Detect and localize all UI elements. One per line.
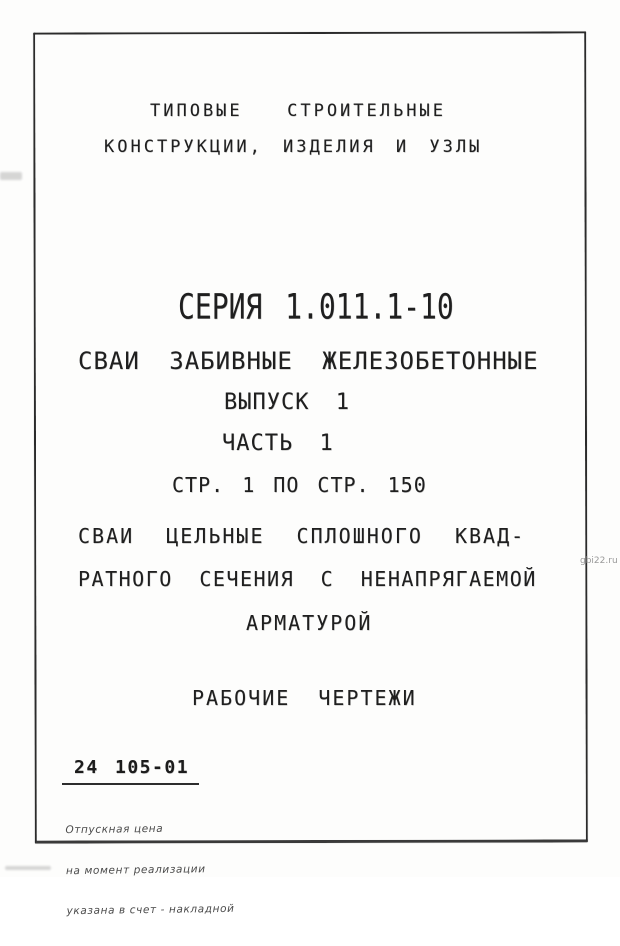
- price-note-line-2: на момент реализации: [65, 862, 206, 877]
- description-line-2: РАТНОГО СЕЧЕНИЯ С НЕНАПРЯГАЕМОЙ: [78, 567, 537, 591]
- price-note-line-1: Отпускная цена: [65, 822, 164, 837]
- part-number-line: ЧАСТЬ 1: [222, 431, 334, 456]
- page-range-line: СТР. 1 ПО СТР. 150: [172, 473, 427, 497]
- scan-smudge-left-edge: [0, 172, 22, 180]
- header-line-2: КОНСТРУКЦИИ, ИЗДЕЛИЯ И УЗЛЫ: [104, 137, 483, 157]
- series-title: СЕРИЯ 1.011.1-10: [178, 286, 454, 328]
- document-code-box: [62, 755, 199, 785]
- scan-smudge-bottom-left: [5, 866, 51, 870]
- description-line-3: АРМАТУРОЙ: [246, 611, 373, 635]
- price-note-line-3: указана в счет - накладной: [66, 902, 235, 918]
- document-subject: СВАИ ЗАБИВНЫЕ ЖЕЛЕЗОБЕТОННЫЕ: [78, 347, 539, 375]
- header-line-1: ТИПОВЫЕ СТРОИТЕЛЬНЫЕ: [150, 101, 446, 121]
- description-line-1: СВАИ ЦЕЛЬНЫЕ СПЛОШНОГО КВАД-: [78, 524, 526, 548]
- site-watermark: gbi22.ru: [580, 556, 618, 566]
- issue-number-line: ВЫПУСК 1: [224, 390, 350, 415]
- document-type-line: РАБОЧИЕ ЧЕРТЕЖИ: [192, 686, 417, 710]
- price-note: [65, 795, 235, 946]
- document-code: 24 105-01: [74, 757, 190, 778]
